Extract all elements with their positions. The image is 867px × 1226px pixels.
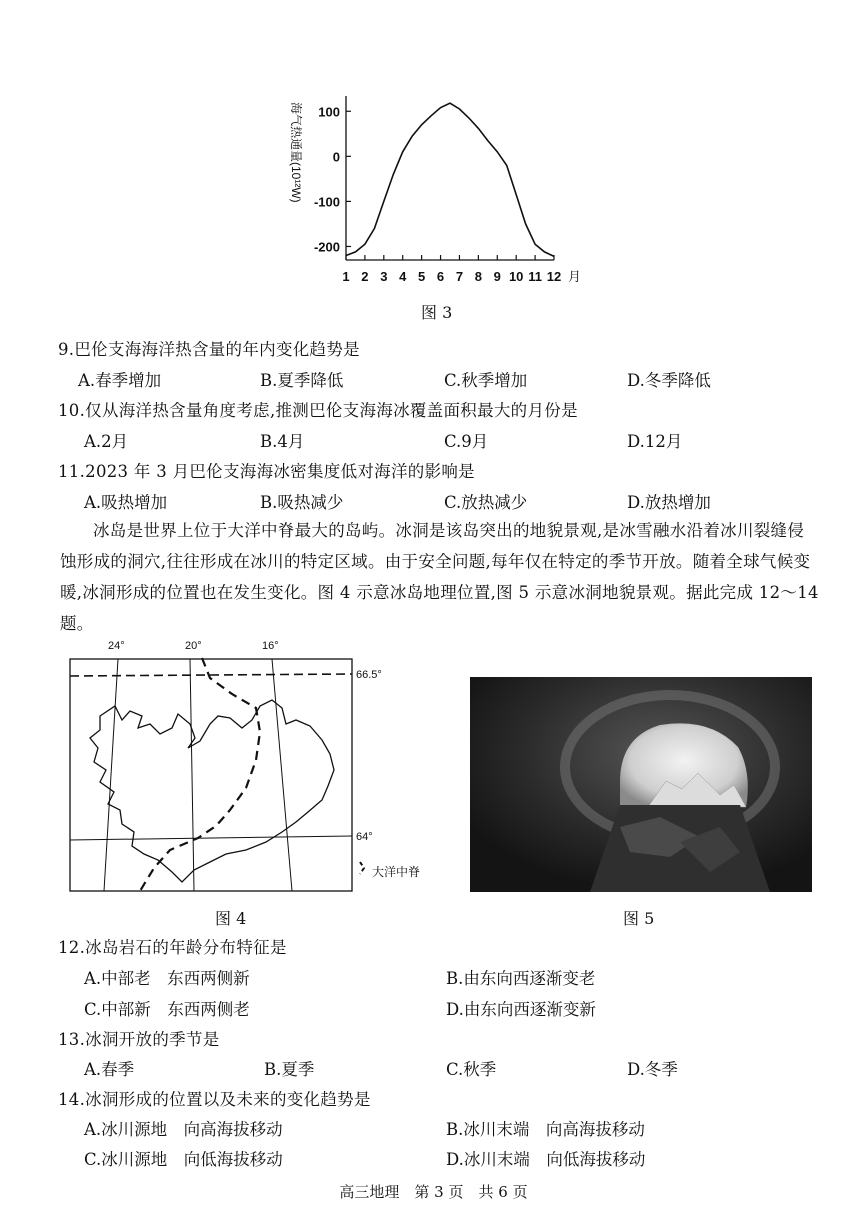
- y-tick-label: 0: [332, 149, 340, 165]
- x-tick-label: 8: [474, 269, 482, 284]
- q12-option-d: D.由东向西逐渐变新: [446, 1000, 596, 1019]
- ridge-legend-label: 大洋中脊: [372, 865, 420, 879]
- y-tick-label: -100: [313, 194, 340, 210]
- graticule: [70, 659, 352, 891]
- map-frame: [70, 659, 352, 891]
- q11-option-d: D.放热增加: [627, 493, 711, 512]
- iceland-outline: [90, 700, 334, 882]
- question-10-stem: 10.仅从海洋热含量角度考虑,推测巴伦支海海冰覆盖面积最大的月份是: [58, 401, 578, 420]
- q14-option-d: D.冰川末端 向低海拔移动: [446, 1150, 646, 1169]
- x-tick-label: 11: [528, 269, 542, 284]
- q9-option-c: C.秋季增加: [444, 371, 528, 390]
- x-tick-label: 6: [436, 269, 445, 284]
- question-14-stem: 14.冰洞形成的位置以及未来的变化趋势是: [58, 1090, 371, 1109]
- y-axis-label: [289, 102, 304, 203]
- q13-option-b: B.夏季: [264, 1060, 315, 1079]
- arctic-circle-line: [70, 674, 352, 676]
- x-tick-label: 2: [361, 269, 369, 284]
- q12-option-b: B.由东向西逐渐变老: [446, 969, 596, 988]
- lat-label-66-5: 66.5°: [356, 669, 382, 681]
- figure-3-chart: [280, 92, 600, 292]
- figure-4-caption: 图 4: [215, 909, 247, 928]
- figure-5-caption: 图 5: [623, 909, 655, 928]
- question-12-stem: 12.冰岛岩石的年龄分布特征是: [58, 938, 287, 957]
- x-axis-label: 月: [568, 269, 582, 284]
- question-9-stem: 9.巴伦支海海洋热含量的年内变化趋势是: [58, 340, 360, 359]
- lon-label-16: 16°: [262, 640, 279, 652]
- question-13-stem: 13.冰洞开放的季节是: [58, 1030, 220, 1049]
- q11-option-b: B.吸热减少: [260, 493, 344, 512]
- q13-option-d: D.冬季: [627, 1060, 678, 1079]
- figure-3-caption: 图 3: [421, 303, 453, 322]
- q10-option-c: C.9月: [444, 432, 489, 451]
- series-line: [346, 103, 554, 256]
- q9-option-a: A.春季增加: [78, 371, 162, 390]
- q14-option-b: B.冰川末端 向高海拔移动: [446, 1120, 645, 1139]
- ridge-legend-icon: [360, 862, 364, 874]
- figure-4-map: [60, 636, 420, 898]
- y-tick-label: -200: [313, 239, 340, 255]
- q10-option-b: B.4月: [260, 432, 305, 451]
- x-tick-label: 7: [455, 269, 464, 284]
- lat-label-64: 64°: [356, 831, 373, 843]
- question-11-stem: 11.2023 年 3 月巴伦支海海冰密集度低对海洋的影响是: [58, 462, 475, 481]
- q13-option-a: A.春季: [84, 1060, 135, 1079]
- q11-option-c: C.放热减少: [444, 493, 528, 512]
- x-tick-label: 10: [508, 269, 524, 284]
- q11-option-a: A.吸热增加: [84, 493, 168, 512]
- x-tick-label: 9: [493, 269, 501, 284]
- q13-option-c: C.秋季: [446, 1060, 497, 1079]
- q14-option-a: A.冰川源地 向高海拔移动: [84, 1120, 283, 1139]
- q9-option-d: D.冬季降低: [627, 371, 711, 390]
- y-axis-label-text: 海气热通量(10¹²W): [289, 102, 303, 203]
- x-tick-label: 1: [342, 269, 350, 284]
- mid-ocean-ridge: [140, 658, 260, 891]
- q12-option-a: A.中部老 东西两侧新: [84, 969, 250, 988]
- q10-option-d: D.12月: [627, 432, 683, 451]
- figure-5-ice-cave-photo: [470, 677, 812, 892]
- y-tick-label: 100: [318, 104, 340, 120]
- q14-option-c: C.冰川源地 向低海拔移动: [84, 1150, 283, 1169]
- q9-option-b: B.夏季降低: [260, 371, 344, 390]
- x-tick-label: 3: [380, 269, 388, 284]
- x-tick-label: 12: [546, 269, 562, 284]
- lon-label-24: 24°: [108, 640, 125, 652]
- lon-label-20: 20°: [185, 640, 202, 652]
- x-tick-label: 4: [399, 269, 407, 284]
- q10-option-a: A.2月: [84, 432, 129, 451]
- q12-option-c: C.中部新 东西两侧老: [84, 1000, 250, 1019]
- x-tick-label: 5: [418, 269, 426, 284]
- reading-passage: 冰岛是世界上位于大洋中脊最大的岛屿。冰洞是该岛突出的地貌景观,是冰雪融水沿着冰川裂缝侵蚀形成的洞穴,往往形成在冰川的特定区域。由于安全问题,每年仅在特定的季节开放。随着全球气候变暖,冰洞形成的位置也在发生变化。图 4 示意冰岛地理位置,图 5 示意冰洞地貌景观。据此完成 12～14 题。: [60, 521, 819, 633]
- page-footer: 高三地理 第 3 页 共 6 页: [339, 1183, 528, 1201]
